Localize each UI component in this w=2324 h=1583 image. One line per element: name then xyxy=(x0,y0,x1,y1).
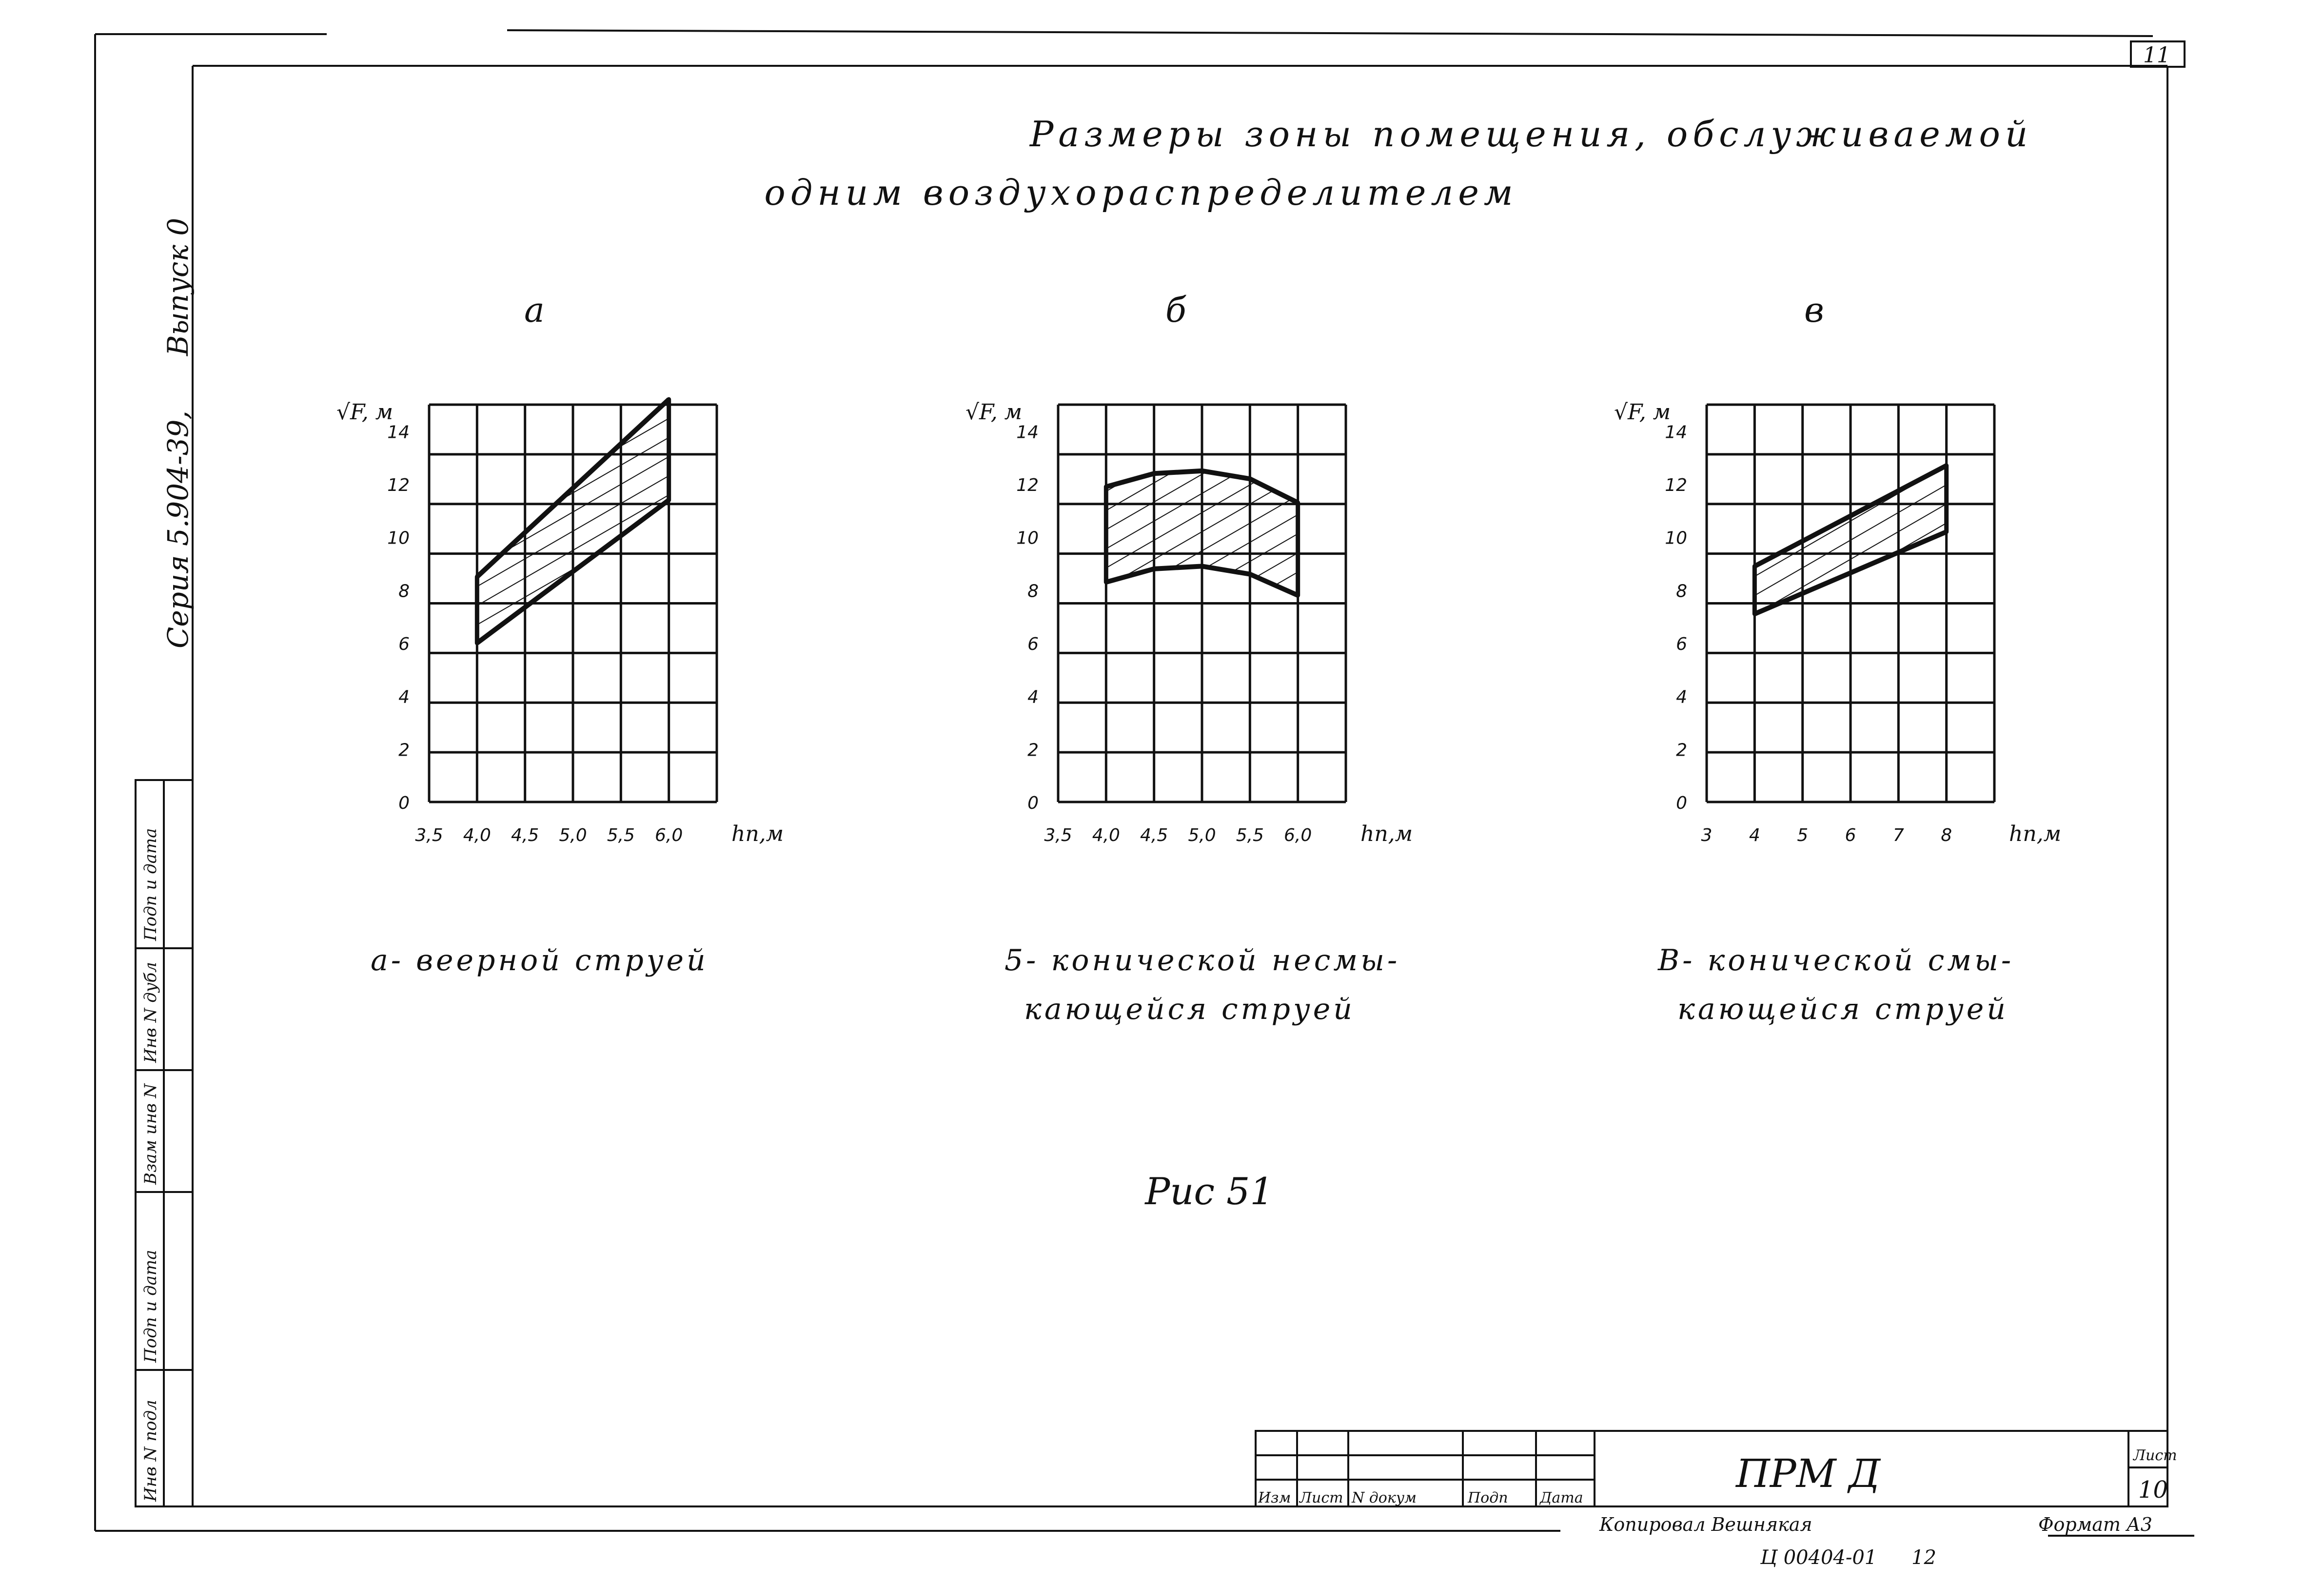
figure-caption: Рис 51 xyxy=(1145,1170,1274,1213)
y-axis-label: √F, м xyxy=(336,400,394,425)
y-tick-label: 4 xyxy=(1027,687,1039,707)
panel-caption-line: 5- конической несмы- xyxy=(1004,943,1400,977)
y-tick-label: 2 xyxy=(1676,740,1687,761)
y-tick-label: 14 xyxy=(1016,422,1039,443)
document-code: ПРМ Д xyxy=(1736,1451,1880,1496)
sidebar-label-5: Подп и дата xyxy=(141,828,160,941)
x-tick-label: 6,0 xyxy=(1284,825,1312,845)
y-tick-label: 0 xyxy=(1027,793,1039,813)
x-tick-label: 4,5 xyxy=(1140,825,1168,845)
x-tick-label: 8 xyxy=(1941,825,1952,845)
grid xyxy=(1707,405,1994,802)
panel-caption-line: кающейся струей xyxy=(1024,992,1355,1026)
sidebar-label-4: Инв N дубл xyxy=(141,962,160,1063)
title-line-1: Размеры зоны помещения, обслуживаемой xyxy=(1029,114,2033,155)
format-label: Формат А3 xyxy=(2038,1514,2152,1535)
x-tick-label: 3 xyxy=(1701,825,1713,845)
x-tick-label: 4,5 xyxy=(511,825,539,845)
y-tick-label: 6 xyxy=(1676,634,1687,654)
y-axis-label: √F, м xyxy=(1614,400,1671,425)
y-tick-label: 10 xyxy=(1665,528,1687,548)
y-tick-label: 10 xyxy=(387,528,410,548)
x-tick-label: 6 xyxy=(1845,825,1856,845)
x-tick-label: 5 xyxy=(1797,825,1809,845)
x-tick-label: 5,0 xyxy=(559,825,587,845)
y-tick-label: 0 xyxy=(1676,793,1687,813)
issue-label: Выпуск 0 xyxy=(161,217,195,356)
y-tick-label: 4 xyxy=(398,687,410,707)
series-label: Серия 5.904-39, xyxy=(161,410,195,648)
panel-letter: а xyxy=(524,290,545,330)
sheet-number: 11 xyxy=(2143,43,2170,68)
sheet-label: Лист xyxy=(2133,1447,2177,1464)
x-axis-label: hп,м xyxy=(1360,821,1413,846)
chart-panel-b xyxy=(965,290,1413,1026)
x-tick-label: 4,0 xyxy=(1092,825,1120,845)
sheet-frame xyxy=(95,30,2185,1531)
y-tick-label: 2 xyxy=(1027,740,1039,761)
sidebar-label-3: Взам инв N xyxy=(141,1083,160,1185)
panel-caption-line: кающейся струей xyxy=(1677,992,2009,1026)
stamp-col-data: Дата xyxy=(1540,1489,1583,1506)
stamp-col-list: Лист xyxy=(1300,1489,1343,1506)
panel-letter: в xyxy=(1804,290,1824,330)
archive-code: Ц 00404-01 xyxy=(1760,1546,1877,1569)
y-tick-label: 14 xyxy=(387,422,410,443)
y-tick-label: 12 xyxy=(1016,475,1039,495)
y-tick-label: 8 xyxy=(1676,581,1687,602)
chart-panel-a xyxy=(336,290,784,977)
chart-panel-v xyxy=(1614,290,2061,1026)
x-axis-label: hп,м xyxy=(731,821,784,846)
x-tick-label: 4 xyxy=(1749,825,1760,845)
sidebar-label-1: Инв N подл xyxy=(141,1400,160,1502)
y-tick-label: 6 xyxy=(398,634,410,654)
x-tick-label: 4,0 xyxy=(463,825,491,845)
grid xyxy=(1058,405,1346,802)
x-tick-label: 5,5 xyxy=(607,825,635,845)
y-tick-label: 8 xyxy=(398,581,410,602)
archive-page: 12 xyxy=(1911,1546,1936,1569)
y-tick-label: 14 xyxy=(1665,422,1687,443)
x-tick-label: 3,5 xyxy=(415,825,443,845)
sidebar-label-2: Подп и дата xyxy=(141,1250,160,1363)
panel-letter: б xyxy=(1165,290,1186,330)
y-tick-label: 4 xyxy=(1676,687,1687,707)
stamp-col-podp: Подп xyxy=(1468,1489,1508,1506)
y-tick-label: 0 xyxy=(398,793,410,813)
y-axis-label: √F, м xyxy=(965,400,1023,425)
y-tick-label: 8 xyxy=(1027,581,1039,602)
copied-by: Копировал Вешнякая xyxy=(1599,1514,1812,1535)
y-tick-label: 2 xyxy=(398,740,410,761)
grid xyxy=(429,405,717,802)
stamp-col-izm: Изм xyxy=(1258,1489,1291,1506)
y-tick-label: 6 xyxy=(1027,634,1039,654)
x-tick-label: 5,5 xyxy=(1236,825,1264,845)
y-tick-label: 12 xyxy=(387,475,410,495)
x-tick-label: 7 xyxy=(1892,825,1904,845)
x-tick-label: 3,5 xyxy=(1044,825,1072,845)
stamp-col-doc: N докум xyxy=(1352,1489,1417,1506)
x-axis-label: hп,м xyxy=(2009,821,2062,846)
y-tick-label: 12 xyxy=(1665,475,1687,495)
sheet-value: 10 xyxy=(2138,1476,2168,1504)
x-tick-label: 6,0 xyxy=(655,825,683,845)
panel-caption-line: а- веерной струей xyxy=(371,943,709,977)
title-line-2: одним воздухораспределителем xyxy=(764,172,1518,213)
panel-caption-line: В- конической смы- xyxy=(1658,943,2014,977)
y-tick-label: 10 xyxy=(1016,528,1039,548)
x-tick-label: 5,0 xyxy=(1188,825,1216,845)
